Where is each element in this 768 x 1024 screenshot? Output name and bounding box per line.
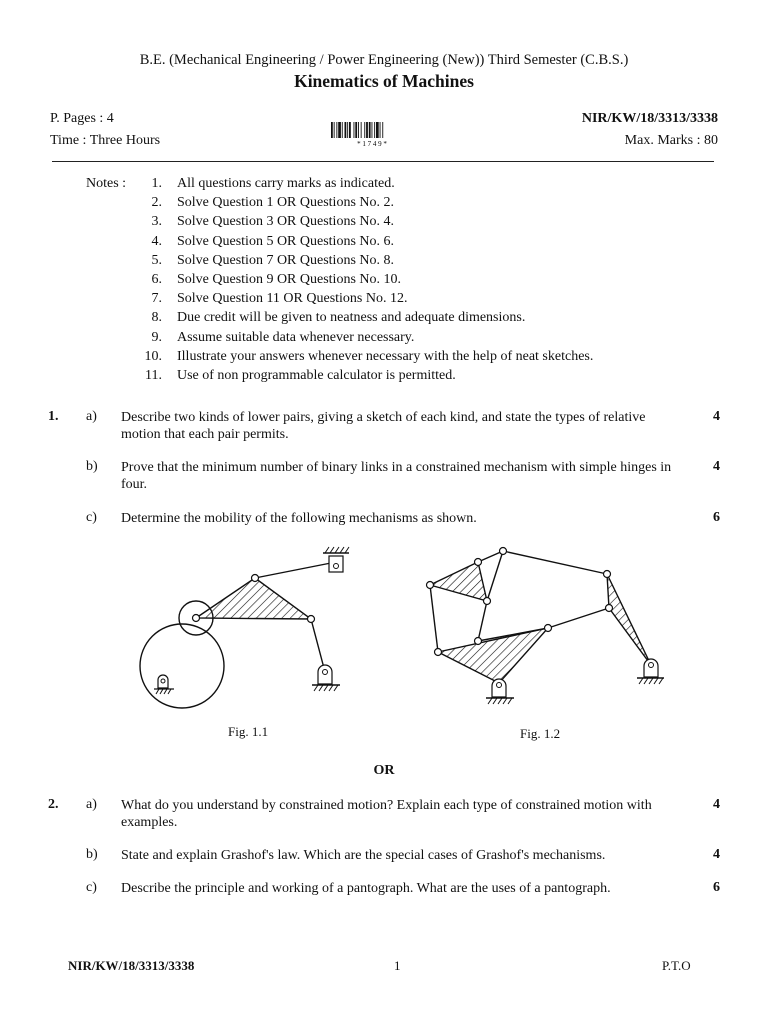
footer-paper-code: NIR/KW/18/3313/3338 (68, 958, 195, 973)
or-separator: OR (373, 763, 395, 778)
ternary-link-right (607, 574, 651, 665)
question-number: 2. (48, 797, 59, 812)
note-number: 8. (151, 310, 162, 326)
question-marks: 6 (713, 510, 720, 525)
part-label: a) (86, 409, 97, 424)
paper-code: NIR/KW/18/3313/3338 (581, 111, 718, 126)
course-line: B.E. (Mechanical Engineering / Power Engineering (New)) Third Semester (C.B.S.) (139, 52, 629, 68)
joint (497, 683, 502, 688)
ground-hatch (488, 698, 512, 704)
footer-pto: P.T.O (662, 958, 691, 973)
notes-label: Notes : (86, 176, 127, 191)
joint (334, 564, 339, 569)
note-text: Assume suitable data whenever necessary. (177, 329, 415, 345)
part-label: b) (86, 459, 98, 474)
footer-page-number: 1 (394, 958, 401, 973)
question-text: What do you understand by constrained motion? Explain each type of constrained motion with examples. (121, 798, 652, 830)
top-ground-hatch (325, 547, 349, 553)
barcode-bars (331, 122, 383, 138)
question-text: Determine the mobility of the following mechanisms as shown. (121, 511, 477, 526)
question-marks: 6 (713, 880, 720, 895)
disk-ground-hatch (156, 689, 171, 694)
question-text: Prove that the minimum number of binary links in a constrained mechanism with simple hinges in four. (121, 460, 672, 492)
figure-1-2-caption: Fig. 1.2 (520, 726, 561, 741)
note-number: 4. (151, 233, 162, 249)
question-marks: 4 (713, 847, 720, 862)
barcode-text: * 1 7 4 9 * (357, 140, 387, 147)
note-text: Use of non programmable calculator is permitted. (177, 368, 456, 383)
note-number: 11. (145, 368, 162, 383)
ternary-link-bottom (438, 628, 548, 683)
note-number: 9. (151, 329, 162, 345)
note-text: Solve Question 3 OR Questions No. 4. (177, 214, 394, 230)
note-number: 3. (151, 214, 162, 230)
subject-title: Kinematics of Machines (294, 71, 474, 91)
note-text: All questions carry marks as indicated. (177, 176, 395, 191)
joint (649, 663, 654, 668)
header-rule (52, 161, 714, 162)
note-text: Illustrate your answers whenever necessary with the help of neat sketches. (177, 348, 594, 364)
note-number: 5. (151, 252, 162, 268)
note-number: 2. (151, 195, 162, 211)
ground-hatch (314, 685, 338, 691)
note-text: Solve Question 9 OR Questions No. 10. (177, 272, 401, 287)
joint (308, 616, 315, 623)
note-text: Solve Question 11 OR Questions No. 12. (177, 291, 408, 307)
question-text: State and explain Grashof's law. Which are the special cases of Grashof's mechanisms. (121, 848, 606, 863)
joint (161, 679, 165, 683)
ternary-link-top (430, 562, 487, 601)
ground-hatch (639, 678, 663, 684)
part-label: a) (86, 797, 97, 812)
figure-1-1-caption: Fig. 1.1 (228, 724, 269, 739)
part-label: c) (86, 880, 97, 895)
joint (252, 575, 259, 582)
exam-time: Time : Three Hours (50, 133, 161, 148)
note-number: 10. (144, 348, 162, 364)
note-number: 1. (151, 176, 162, 191)
figure-1-2-mechanism (410, 540, 670, 715)
part-label: b) (86, 847, 98, 862)
question-text: Describe the principle and working of a pantograph. What are the uses of a pantograph. (121, 881, 611, 896)
coupler-link (255, 562, 336, 578)
question-text: Describe two kinds of lower pairs, giving a sketch of each kind, and state the types of relative motion that each pair permits. (121, 410, 646, 442)
joint (193, 615, 200, 622)
part-label: c) (86, 510, 97, 525)
large-wheel (140, 624, 224, 708)
note-number: 6. (151, 272, 162, 287)
question-marks: 4 (713, 797, 720, 812)
note-text: Solve Question 1 OR Questions No. 2. (177, 195, 394, 211)
note-text: Due credit will be given to neatness and adequate dimensions. (177, 310, 526, 326)
question-number: 1. (48, 409, 59, 424)
note-number: 7. (151, 291, 162, 307)
ternary-link (196, 578, 311, 619)
joint (323, 670, 328, 675)
question-marks: 4 (713, 409, 720, 424)
max-marks: Max. Marks : 80 (624, 133, 718, 148)
note-text: Solve Question 7 OR Questions No. 8. (177, 252, 394, 268)
note-text: Solve Question 5 OR Questions No. 6. (177, 233, 394, 249)
figure-1-1-mechanism (130, 540, 360, 715)
rocker-link (311, 619, 325, 672)
question-marks: 4 (713, 459, 720, 474)
page-count: P. Pages : 4 (50, 111, 114, 126)
barcode (330, 121, 414, 147)
